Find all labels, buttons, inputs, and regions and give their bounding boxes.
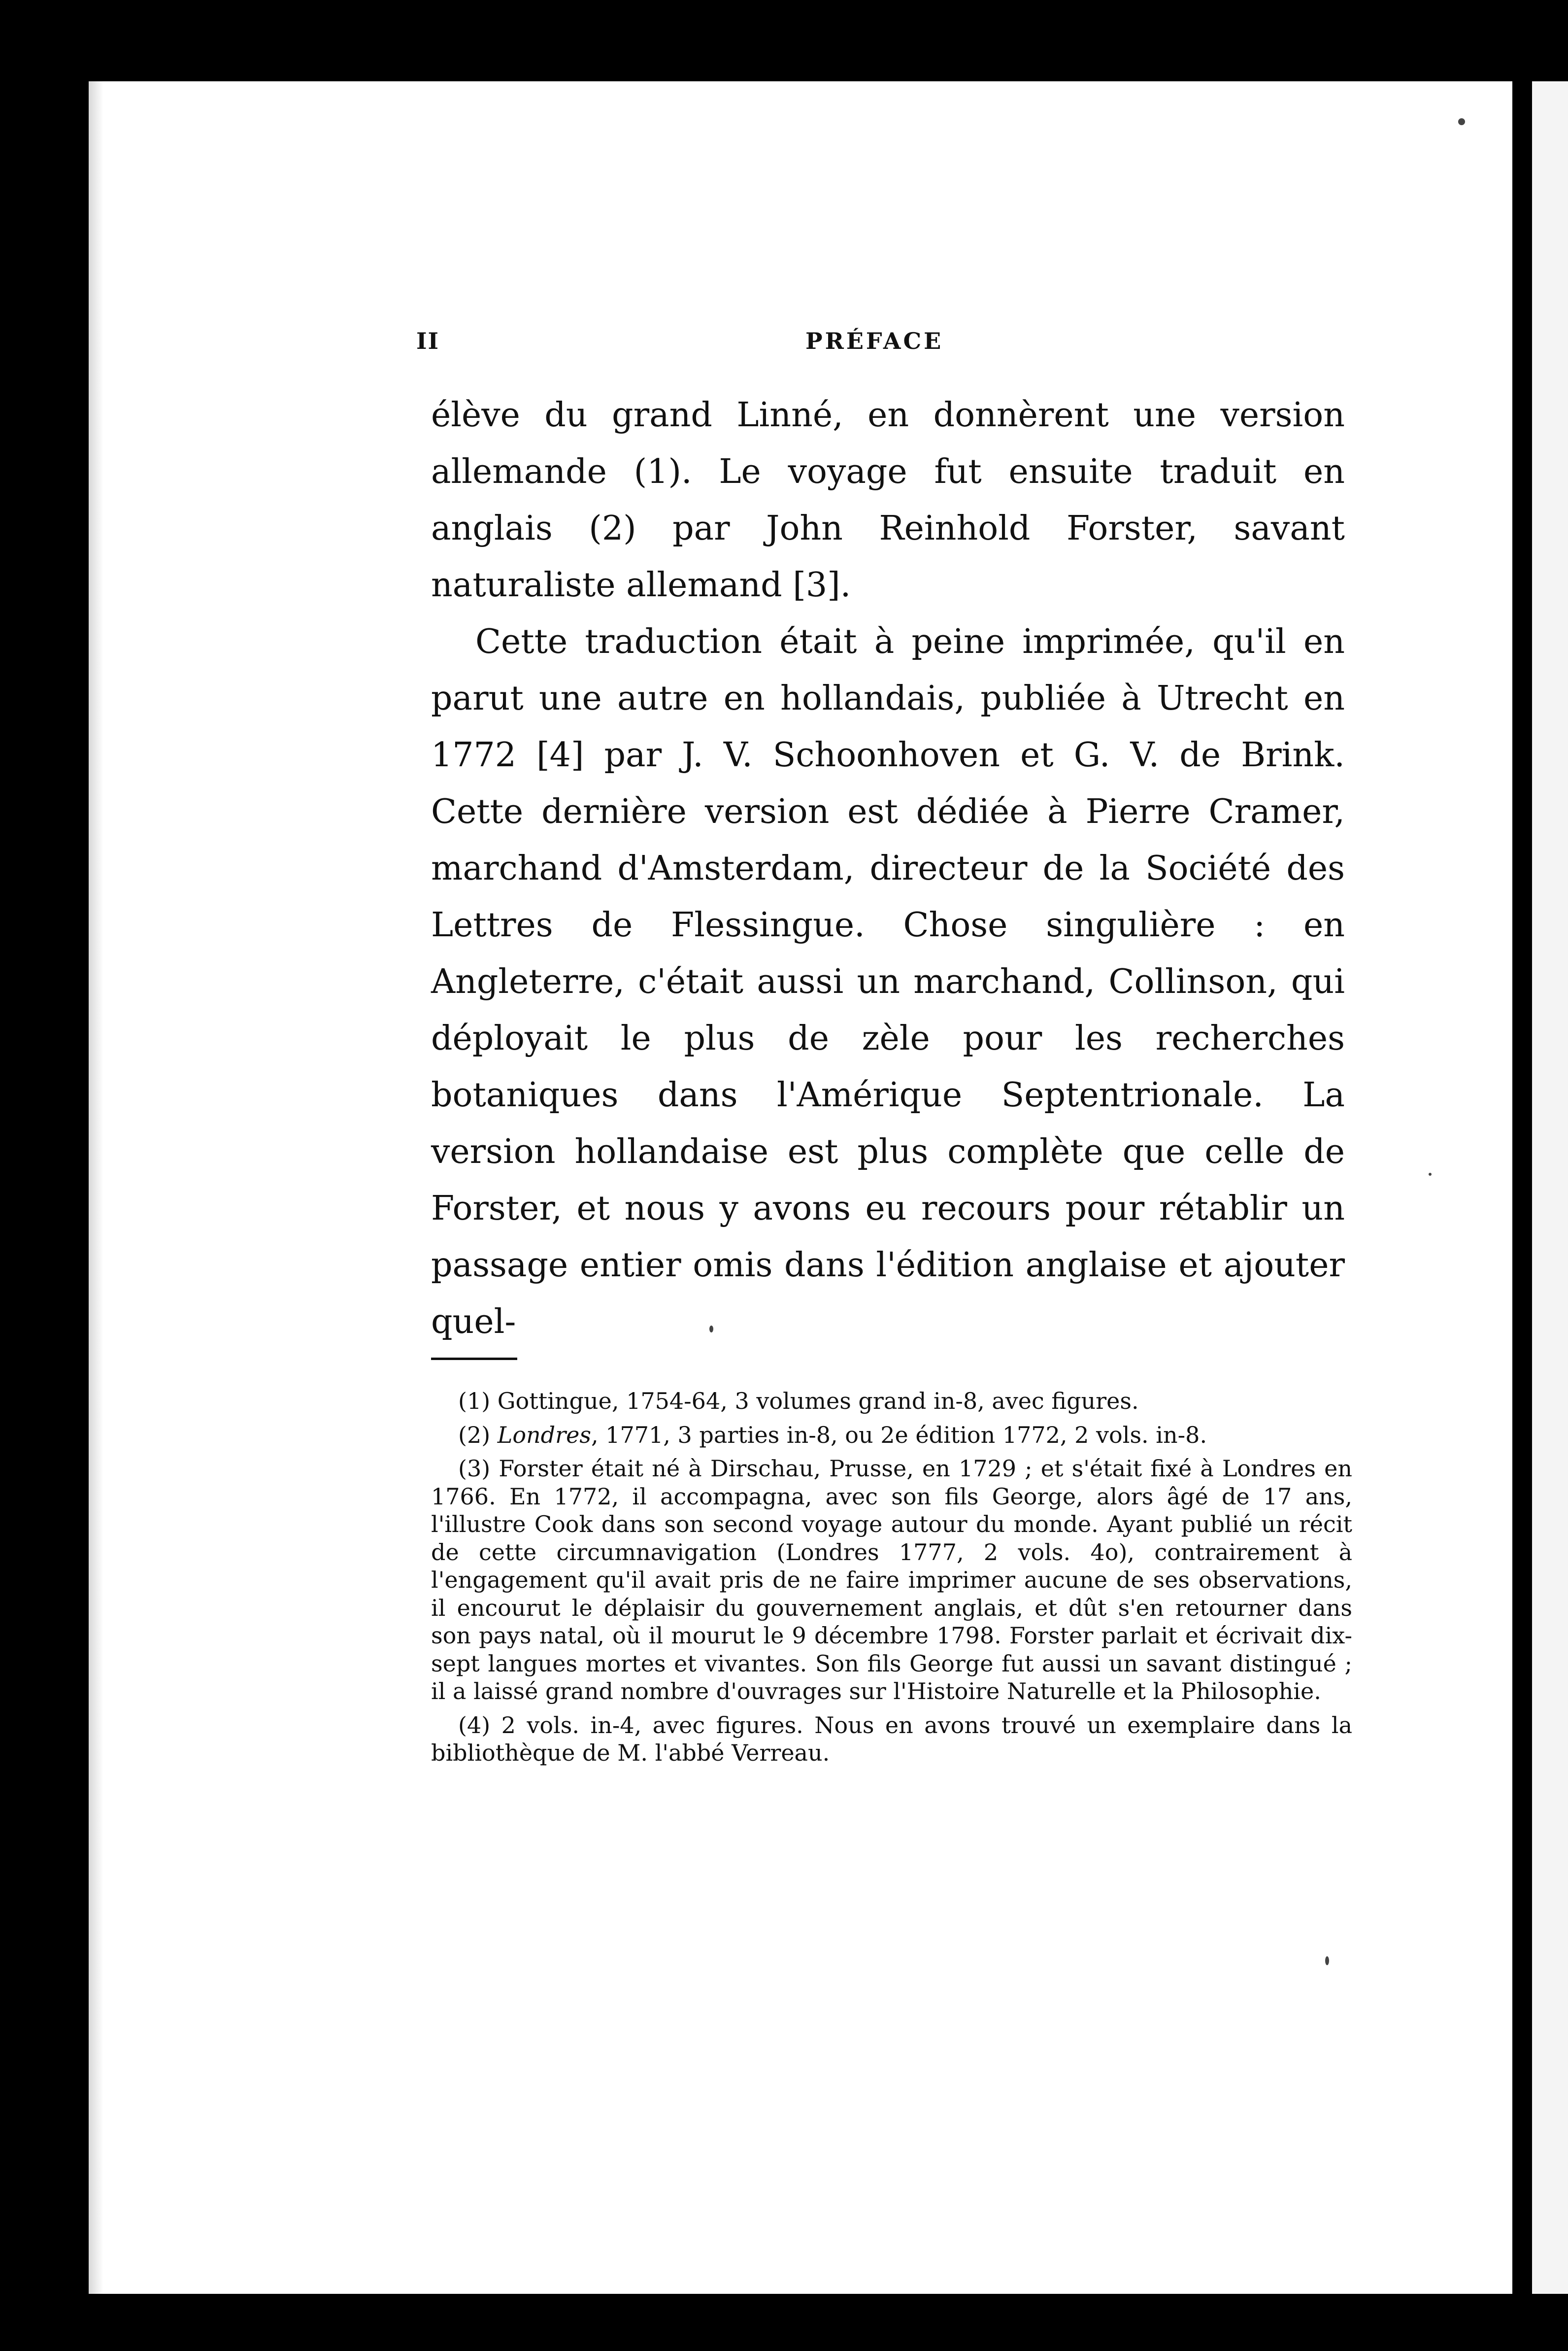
paragraph-1: élève du grand Linné, en donnèrent une version allemande (1). Le voyage fut ensuite traduit en anglais (2) par John Reinhold Forster, savant naturaliste allemand [3]. <box>431 396 1345 605</box>
footnote-1: (1) Gottingue, 1754-64, 3 volumes grand in-8, avec figures. <box>458 1388 1139 1414</box>
footnote-2-marker: (2) <box>458 1421 491 1448</box>
footnote-4: (4) 2 vols. in-4, avec figures. Nous en avons trouvé un exemplaire dans la bibliothèque de M. l'abbé Verreau. <box>431 1711 1352 1766</box>
scan-speck <box>1429 1173 1432 1176</box>
running-head <box>416 328 1342 362</box>
scan-speck <box>1458 118 1465 125</box>
footnote-2-place: Londres <box>497 1421 591 1448</box>
page-number: II <box>416 328 440 354</box>
main-text <box>431 387 1345 1350</box>
footnote-2-text: , 1771, 3 parties in-8, ou 2e édition 1772, 2 vols. in-8. <box>591 1421 1207 1448</box>
footnote-3: (3) Forster était né à Dirschau, Prusse, en 1729 ; et s'était fixé à Londres en 1766. En 1772, il accompagna, avec son fils George, alors âgé de 17 ans, l'illustre Cook dans son second voyage autour du monde. Ayant publié un récit de cette circumnavigation (Londres 1777, 2 vols. 4o), contrairement à l'engagement qu'il avait pris de ne faire imprimer aucune de ses observations, il encourut le déplaisir du gouvernement anglais, et dût s'en retourner dans son pays natal, où il mourut le 9 décembre 1798. Forster parlait et écrivait dix-sept langues mortes et vivantes. Son fils George fut aussi un savant distingué ; il a laissé grand nombre d'ouvrages sur l'Histoire Naturelle et la Philosophie. <box>431 1455 1352 1704</box>
running-head-title: PRÉFACE <box>805 328 944 354</box>
footnotes <box>431 1387 1352 1773</box>
page-gutter <box>1512 81 1532 2294</box>
paragraph-2: Cette traduction était à peine imprimée, qu'il en parut une autre en hollandais, publiée à Utrecht en 1772 [4] par J. V. Schoonhoven et G. V. de Brink. Cette dernière version est dédiée à Pierre Cramer, marchand d'Amsterdam, directeur de la Société des Lettres de Flessingue. Chose singulière : en Angleterre, c'était aussi un marchand, Collinson, qui déployait le plus de zèle pour les recherches botaniques dans l'Amérique Septentrionale. La version hollandaise est plus complète que celle de Forster, et nous y avons eu recours pour rétablir un passage entier omis dans l'édition anglaise et ajouter quel- <box>431 622 1345 1341</box>
scan-speck <box>709 1326 713 1332</box>
footnote-2 <box>431 1421 1352 1449</box>
footnote-rule <box>431 1358 517 1360</box>
adjacent-page-strip <box>1532 81 1568 2294</box>
page-edge-shadow <box>89 81 103 2294</box>
scan-speck <box>1325 1956 1329 1965</box>
